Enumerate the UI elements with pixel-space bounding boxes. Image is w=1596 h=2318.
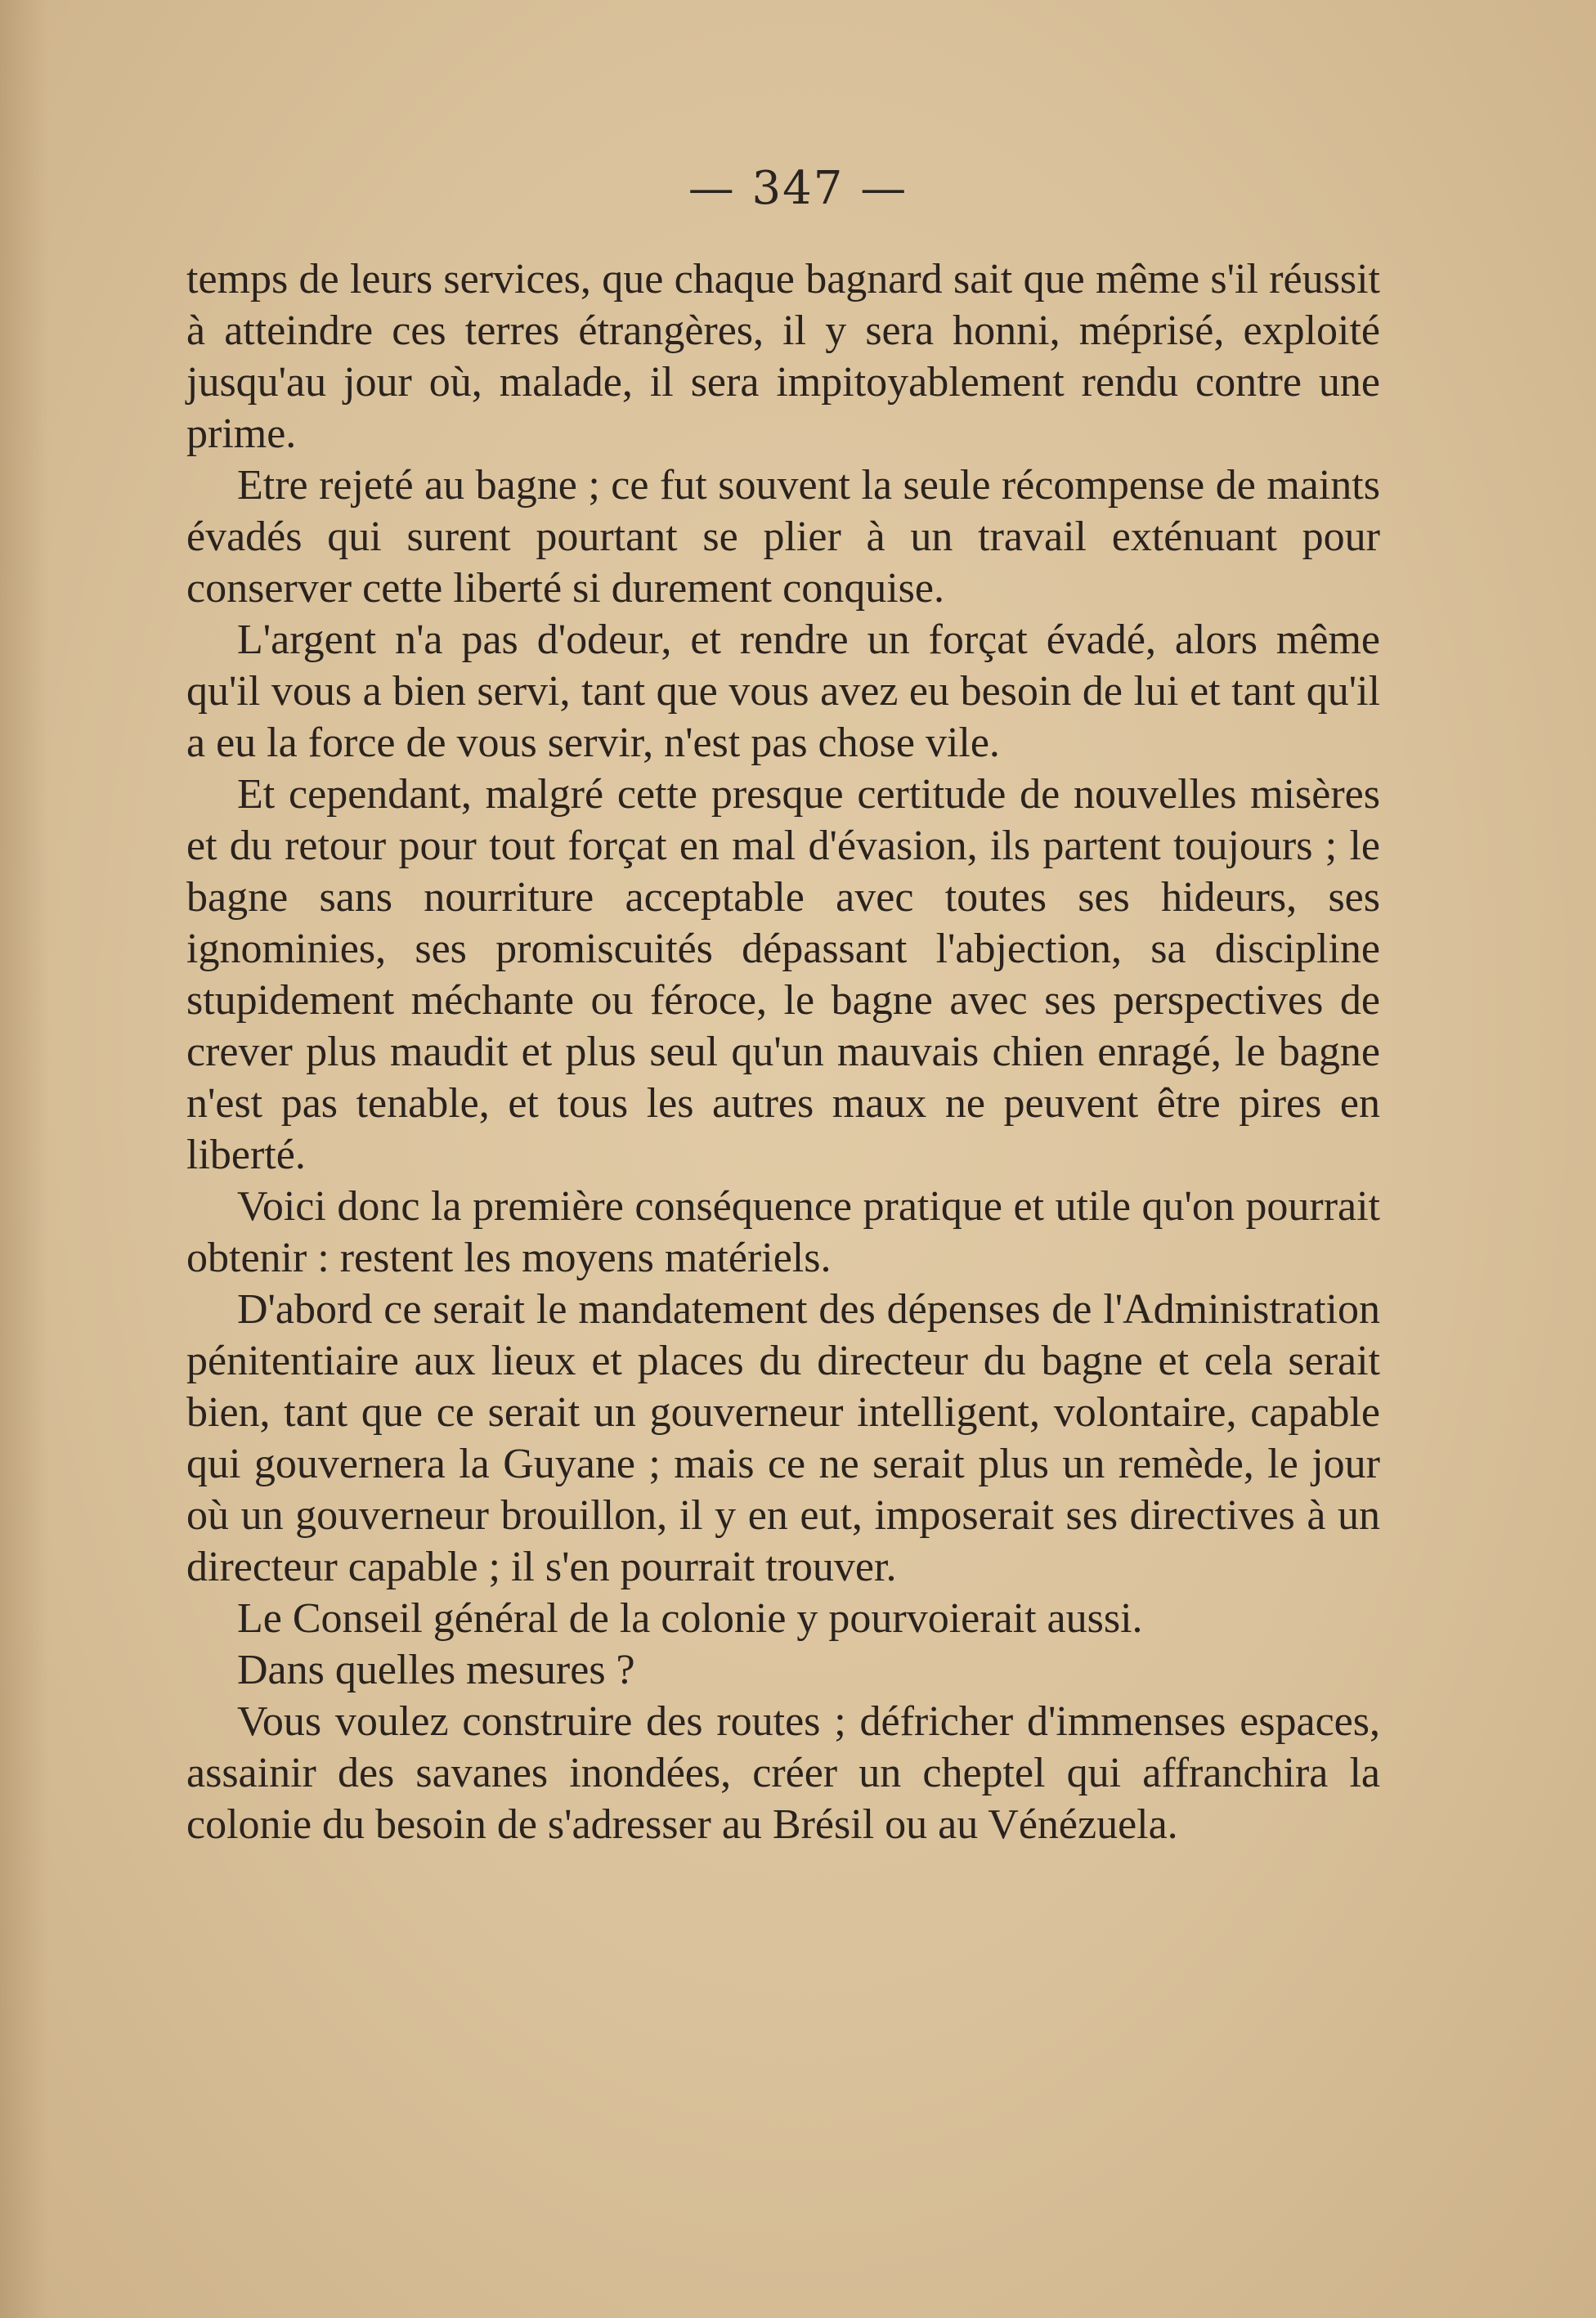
paragraph-9: Vous voulez construire des routes ; défricher d'immenses espaces, assainir des savanes inondées, créer un cheptel qui affranchira la colonie du besoin de s'adresser au Brésil ou au Vénézuela. [186, 1698, 1380, 1848]
page-number: — 347 — [688, 162, 908, 215]
paragraph-3: L'argent n'a pas d'odeur, et rendre un forçat évadé, alors même qu'il vous a bien servi, tant que vous avez eu besoin de lui et tant qu'il a eu la force de vous servir, n'est pas chose vile. [186, 616, 1380, 766]
paragraph-4: Et cependant, malgré cette presque certitude de nouvelles misères et du retour pour tout forçat en mal d'évasion, ils partent toujours ; le bagne sans nourriture acceptable avec toutes ses hideurs, ses ignominies, ses promiscuités dépassant l'abjection, sa discipline stupidement méchante ou féroce, le bagne avec ses perspectives de crever plus maudit et plus seul qu'un mauvais chien enragé, le bagne n'est pas tenable, et tous les autres maux ne peuvent être pires en liberté. [186, 771, 1380, 1178]
paragraph-6: D'abord ce serait le mandatement des dépenses de l'Administration pénitentiaire aux lieux et places du directeur du bagne et cela serait bien, tant que ce serait un gouverneur intelligent, volontaire, capable qui gouvernera la Guyane ; mais ce ne serait plus un remède, le jour où un gouverneur brouillon, il y en eut, imposerait ses directives à un directeur capable ; il s'en pourrait trouver. [186, 1286, 1380, 1590]
paragraph-8: Dans quelles mesures ? [237, 1647, 635, 1693]
paragraph-2: Etre rejeté au bagne ; ce fut souvent la seule récompense de maints évadés qui surent pourtant se plier à un travail exténuant pour conserver cette liberté si durement conquise. [186, 462, 1380, 612]
paragraph-7: Le Conseil général de la colonie y pourvoierait aussi. [237, 1595, 1143, 1642]
paragraph-5: Voici donc la première conséquence pratique et utile qu'on pourrait obtenir : restent les moyens matériels. [186, 1183, 1380, 1281]
paragraph-1: temps de leurs services, que chaque bagnard sait que même s'il réussit à atteindre ces terres étrangères, il y sera honni, méprisé, exploité jusqu'au jour où, malade, il sera impitoyablement rendu contre une prime. [186, 256, 1380, 457]
body-text [186, 253, 1380, 1850]
page-edge-shadow [0, 0, 49, 2318]
